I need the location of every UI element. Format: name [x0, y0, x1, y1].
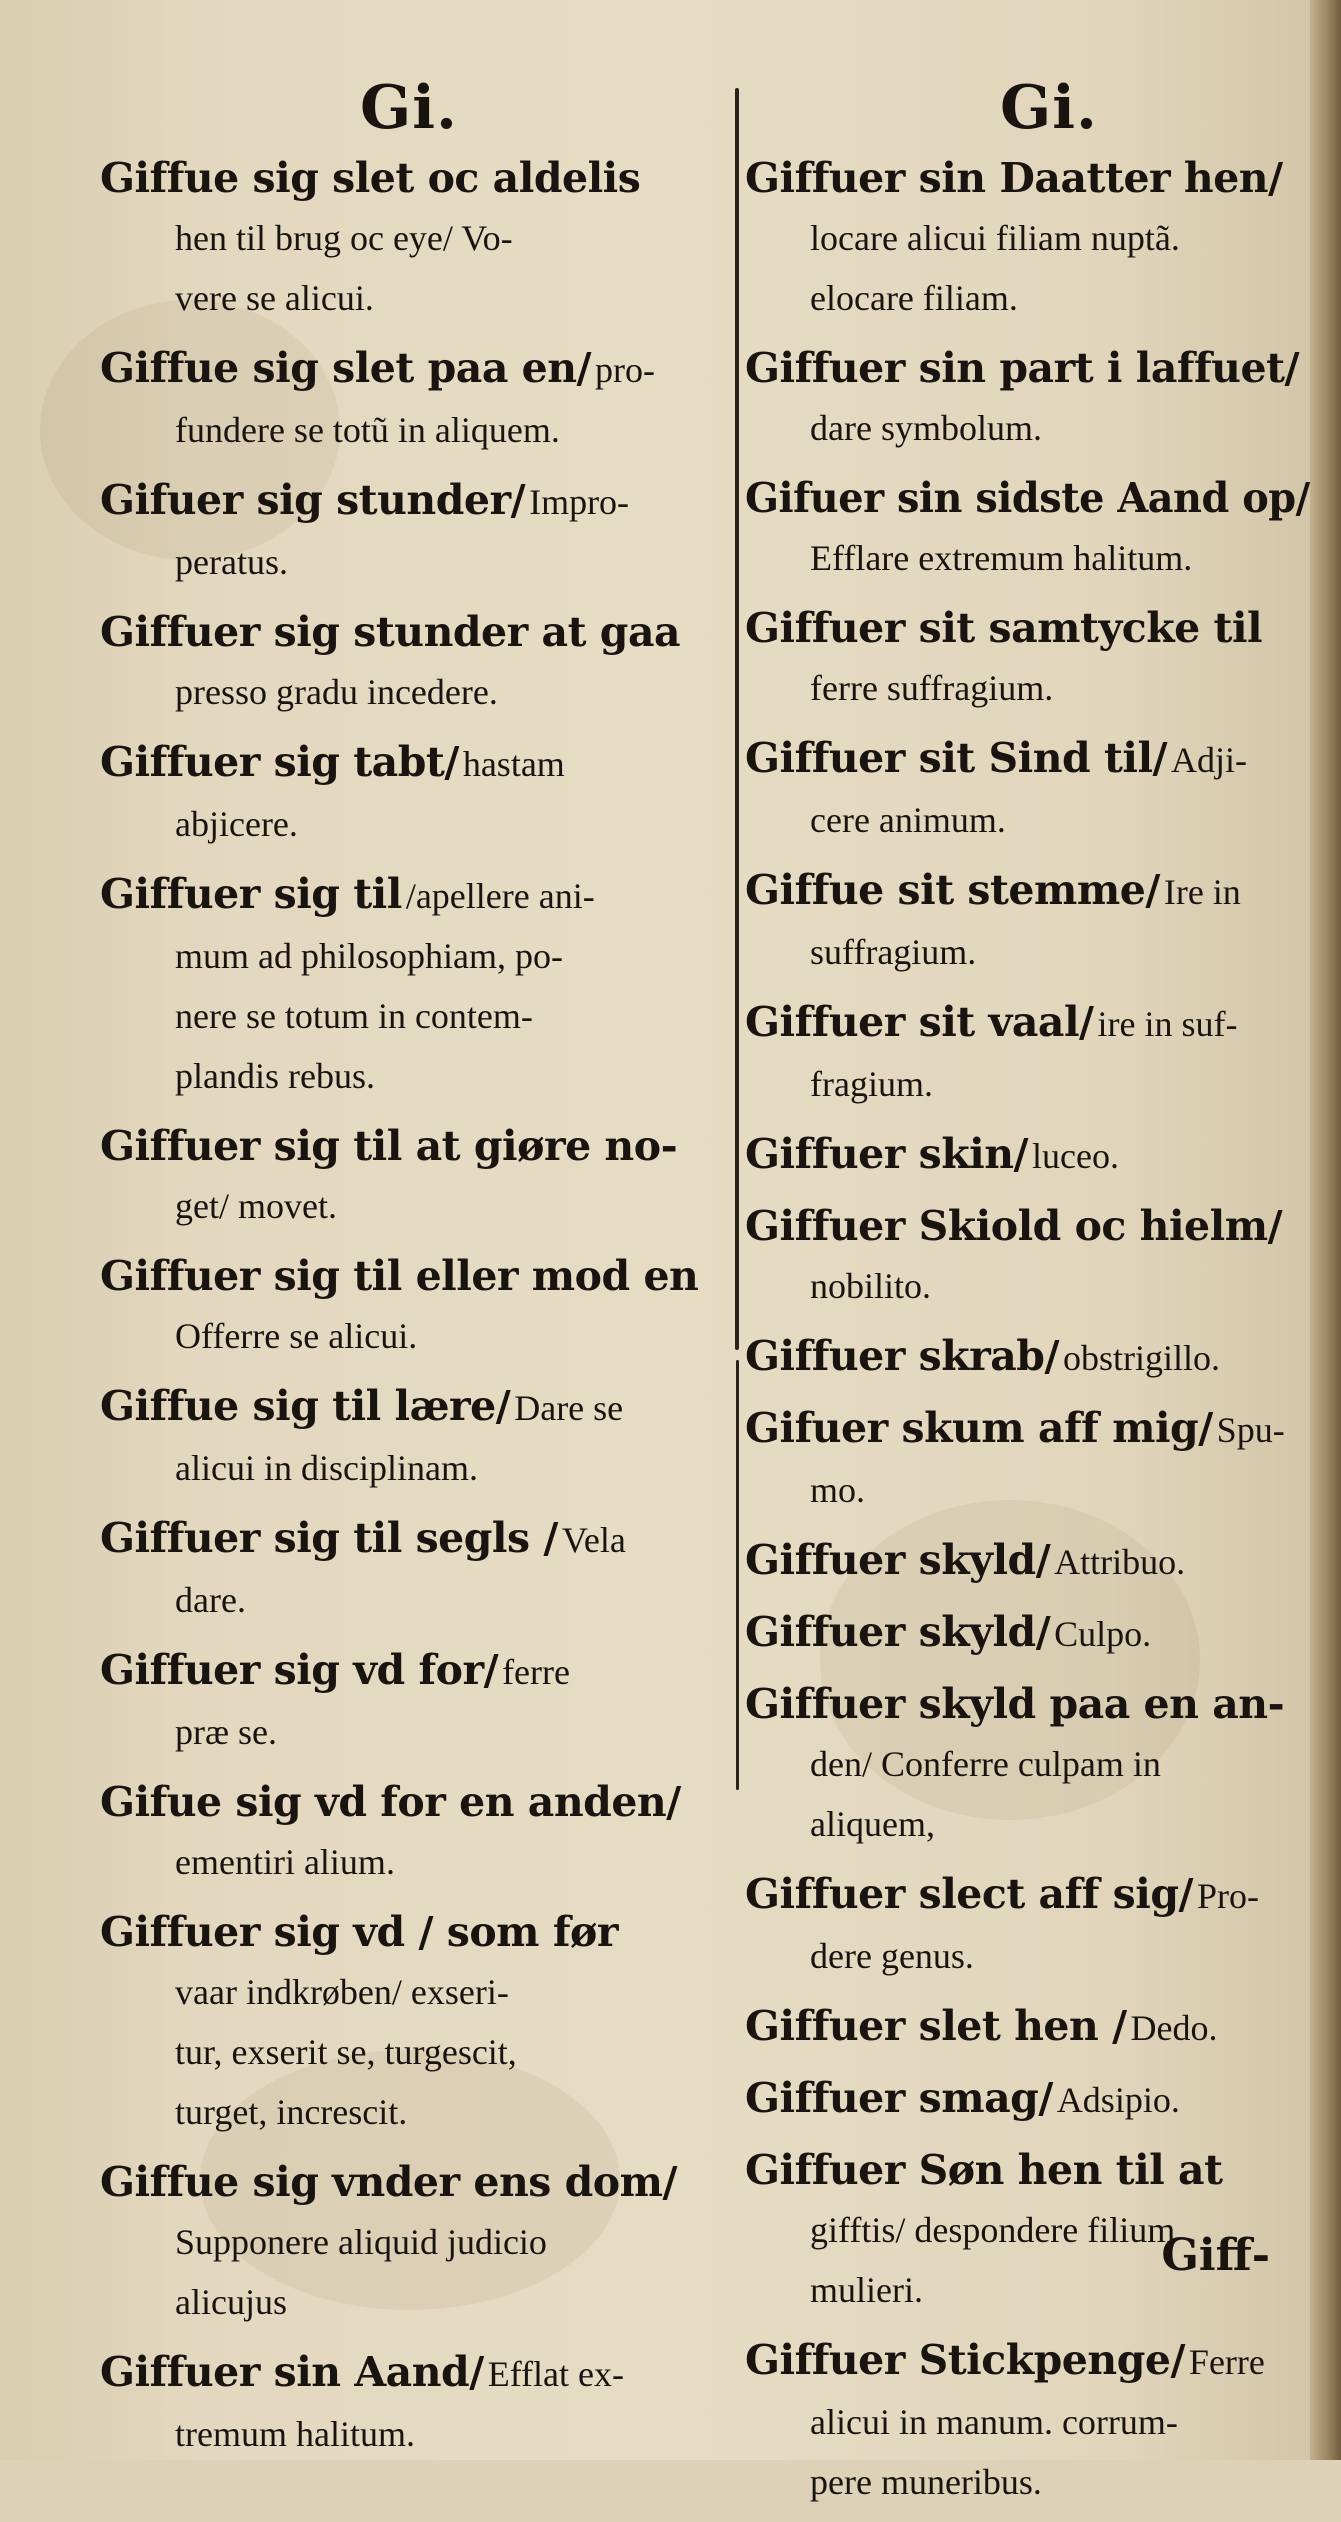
- entry-first-line: [745, 598, 1310, 658]
- entry-first-line: [745, 1124, 1310, 1186]
- entry-headword: Giffuer smag/: [745, 2074, 1053, 2122]
- entry-continuation-line: hen til brug oc eye/ Vo-: [175, 218, 513, 258]
- entry-first-line: [745, 1326, 1310, 1388]
- entry-continuation-line: suffragium.: [810, 932, 977, 972]
- entry-first-line: [745, 2140, 1310, 2200]
- dictionary-entry: [745, 598, 1310, 718]
- entry-headword: Giffuer sig til eller mod en: [100, 1252, 699, 1300]
- entry-headword: Gifuer sig stunder/: [100, 476, 526, 524]
- entry-continuation-line: dere genus.: [810, 1936, 974, 1976]
- entry-gloss: Spu-: [1216, 1410, 1285, 1450]
- entry-gloss: hastam: [462, 744, 565, 784]
- running-header-left: Gi.: [360, 73, 458, 143]
- entry-gloss: ire in suf-: [1097, 1004, 1238, 1044]
- dictionary-entry: [100, 148, 720, 328]
- entry-first-line: [745, 1864, 1310, 1926]
- entry-headword: Giffue sig slet paa en/: [100, 344, 592, 392]
- entry-first-line: [745, 728, 1310, 790]
- entry-gloss: Ferre: [1188, 2342, 1265, 2382]
- dictionary-entry: [100, 1246, 720, 1366]
- entry-first-line: [745, 2068, 1310, 2130]
- entry-headword: Giffuer sin Daatter hen/: [745, 154, 1283, 202]
- entry-headword: Giffuer skrab/: [745, 1332, 1059, 1380]
- entry-headword: Giffuer sig tabt/: [100, 738, 459, 786]
- entry-continuation-line: pere muneribus.: [810, 2462, 1042, 2502]
- entry-gloss: Vela: [561, 1520, 626, 1560]
- entry-headword: Giffuer sig til segls /: [100, 1514, 558, 1562]
- entry-headword: Giffue sig slet oc aldelis: [100, 154, 641, 202]
- entry-gloss: Adsipio.: [1056, 2080, 1180, 2120]
- dictionary-entry: [100, 1772, 720, 1892]
- entry-gloss: luceo.: [1031, 1136, 1119, 1176]
- entry-gloss: /apellere ani-: [405, 876, 595, 916]
- entry-continuation-line: abjicere.: [175, 804, 298, 844]
- left-column: [100, 148, 720, 2474]
- entry-headword: Giffuer sig til at giøre no-: [100, 1122, 678, 1170]
- entry-headword: Giffuer sin Aand/: [100, 2348, 484, 2396]
- dictionary-entry: [100, 602, 720, 722]
- entry-first-line: [100, 602, 720, 662]
- dictionary-entry: [745, 1996, 1310, 2058]
- dictionary-entry: [100, 1640, 720, 1762]
- entry-gloss: Adji-: [1171, 740, 1248, 780]
- entry-continuation-line: locare alicui filiam nuptã.: [810, 218, 1180, 258]
- entry-gloss: Pro-: [1196, 1876, 1259, 1916]
- entry-continuation-line: gifftis/ despondere filium: [810, 2210, 1176, 2250]
- entry-first-line: [100, 1902, 720, 1962]
- dictionary-entry: [100, 1508, 720, 1630]
- entry-headword: Giffuer slet hen /: [745, 2002, 1127, 2050]
- entry-first-line: [100, 2342, 720, 2404]
- dictionary-entry: [745, 1530, 1310, 1592]
- dictionary-entry: [745, 468, 1310, 588]
- catchword: Giff-: [1161, 2230, 1270, 2281]
- entry-continuation-line: præ se.: [175, 1712, 277, 1752]
- entry-continuation-line: dare.: [175, 1580, 246, 1620]
- dictionary-entry: [745, 1398, 1310, 1520]
- entry-gloss: Efflat ex-: [487, 2354, 624, 2394]
- entry-continuation-line: dare symbolum.: [810, 408, 1042, 448]
- entry-headword: Giffuer slect aff sig/: [745, 1870, 1193, 1918]
- entry-headword: Giffue sit stemme/: [745, 866, 1160, 914]
- dictionary-entry: [100, 1116, 720, 1236]
- entry-first-line: [745, 1674, 1310, 1734]
- entry-first-line: [100, 1772, 720, 1832]
- dictionary-entry: [745, 148, 1310, 328]
- entry-headword: Giffuer Søn hen til at: [745, 2146, 1223, 2194]
- entry-first-line: [745, 1602, 1310, 1664]
- dictionary-entry: [745, 2330, 1310, 2512]
- entry-first-line: [100, 1116, 720, 1176]
- entry-first-line: [100, 148, 720, 208]
- dictionary-entry: [100, 1902, 720, 2142]
- entry-headword: Giffuer skyld paa en an-: [745, 1680, 1285, 1728]
- entry-headword: Giffue sig til lære/: [100, 1382, 511, 1430]
- dictionary-entry: [745, 1602, 1310, 1664]
- entry-continuation-line: get/ movet.: [175, 1186, 337, 1226]
- dictionary-entry: [745, 1196, 1310, 1316]
- entry-gloss: Dare se: [514, 1388, 624, 1428]
- entry-continuation-line: mulieri.: [810, 2270, 923, 2310]
- dictionary-entry: [745, 1864, 1310, 1986]
- dictionary-entry: [745, 338, 1310, 458]
- entry-first-line: [745, 992, 1310, 1054]
- entry-first-line: [745, 338, 1310, 398]
- entry-first-line: [100, 732, 720, 794]
- entry-headword: Gifuer skum aff mig/: [745, 1404, 1213, 1452]
- entry-continuation-line: fragium.: [810, 1064, 933, 1104]
- entry-headword: Giffuer sig til: [100, 870, 402, 918]
- entry-continuation-line: alicui in manum. corrum-: [810, 2402, 1178, 2442]
- entry-headword: Giffuer sig vd / som før: [100, 1908, 618, 1956]
- dictionary-entry: [745, 1674, 1310, 1854]
- entry-continuation-line: vaar indkrøben/ exseri-: [175, 1972, 509, 2012]
- entry-gloss: pro-: [595, 350, 656, 390]
- dictionary-entry: [100, 2152, 720, 2332]
- entry-continuation-line: plandis rebus.: [175, 1056, 375, 1096]
- entry-continuation-line: cere animum.: [810, 800, 1006, 840]
- entry-continuation-line: Efflare extremum halitum.: [810, 538, 1193, 578]
- entry-headword: Giffuer skyld/: [745, 1536, 1051, 1584]
- entry-continuation-line: nobilito.: [810, 1266, 932, 1306]
- entry-headword: Giffuer Skiold oc hielm/: [745, 1202, 1283, 1250]
- dictionary-entry: [100, 470, 720, 592]
- entry-continuation-line: aliquem,: [810, 1804, 935, 1844]
- entry-headword: Gifue sig vd for en anden/: [100, 1778, 681, 1826]
- dictionary-entry: [745, 860, 1310, 982]
- entry-gloss: ferre: [502, 1652, 570, 1692]
- entry-continuation-line: elocare filiam.: [810, 278, 1018, 318]
- entry-first-line: [745, 1996, 1310, 2058]
- column-rule-lower: [736, 1360, 739, 1790]
- entry-continuation-line: den/ Conferre culpam in: [810, 1744, 1161, 1784]
- entry-first-line: [745, 1530, 1310, 1592]
- entry-continuation-line: mum ad philosophiam, po-: [175, 936, 563, 976]
- entry-continuation-line: tur, exserit se, turgescit,: [175, 2032, 517, 2072]
- entry-continuation-line: Offerre se alicui.: [175, 1316, 418, 1356]
- entry-gloss: Dedo.: [1130, 2008, 1218, 2048]
- entry-first-line: [100, 1246, 720, 1306]
- entry-continuation-line: mo.: [810, 1470, 866, 1510]
- entry-first-line: [100, 1640, 720, 1702]
- dictionary-entry: [745, 1124, 1310, 1186]
- entry-continuation-line: Supponere aliquid judicio: [175, 2222, 547, 2262]
- entry-first-line: [745, 1196, 1310, 1256]
- entry-first-line: [100, 864, 720, 926]
- entry-headword: Giffuer sin part i laffuet/: [745, 344, 1299, 392]
- entry-headword: Giffuer skin/: [745, 1130, 1028, 1178]
- entry-continuation-line: alicui in disciplinam.: [175, 1448, 478, 1488]
- entry-headword: Giffue sig vnder ens dom/: [100, 2158, 678, 2206]
- entry-headword: Gifuer sin sidste Aand op/: [745, 474, 1310, 522]
- dictionary-entry: [745, 992, 1310, 1114]
- entry-continuation-line: nere se totum in contem-: [175, 996, 533, 1036]
- entry-gloss: obstrigillo.: [1062, 1338, 1220, 1378]
- entry-headword: Giffuer sit Sind til/: [745, 734, 1168, 782]
- dictionary-entry: [745, 2068, 1310, 2130]
- entry-continuation-line: ferre suffragium.: [810, 668, 1054, 708]
- entry-continuation-line: peratus.: [175, 542, 288, 582]
- entry-first-line: [745, 148, 1310, 208]
- entry-continuation-line: fundere se totũ in aliquem.: [175, 410, 560, 450]
- dictionary-entry: [100, 2342, 720, 2464]
- entry-headword: Giffuer sit samtycke til: [745, 604, 1263, 652]
- entry-continuation-line: presso gradu incedere.: [175, 672, 498, 712]
- entry-first-line: [745, 2330, 1310, 2392]
- entry-continuation-line: vere se alicui.: [175, 278, 374, 318]
- entry-continuation-line: alicujus: [175, 2282, 287, 2322]
- book-spine-edge: [1310, 0, 1341, 2460]
- dictionary-entry: [745, 1326, 1310, 1388]
- right-column: [745, 148, 1310, 2522]
- entry-first-line: [745, 1398, 1310, 1460]
- entry-first-line: [745, 860, 1310, 922]
- column-rule: [735, 88, 739, 1350]
- entry-gloss: Culpo.: [1054, 1614, 1152, 1654]
- entry-continuation-line: tremum halitum.: [175, 2414, 415, 2454]
- entry-first-line: [100, 338, 720, 400]
- entry-continuation-line: turget, increscit.: [175, 2092, 408, 2132]
- dictionary-entry: [745, 728, 1310, 850]
- entry-headword: Giffuer sit vaal/: [745, 998, 1094, 1046]
- running-header-right: Gi.: [1000, 73, 1098, 143]
- entry-continuation-line: ementiri alium.: [175, 1842, 395, 1882]
- entry-first-line: [100, 2152, 720, 2212]
- entry-headword: Giffuer Stickpenge/: [745, 2336, 1185, 2384]
- entry-gloss: Impro-: [529, 482, 630, 522]
- entry-headword: Giffuer sig stunder at gaa: [100, 608, 681, 656]
- dictionary-entry: [100, 864, 720, 1106]
- entry-headword: Giffuer skyld/: [745, 1608, 1051, 1656]
- dictionary-entry: [100, 732, 720, 854]
- entry-first-line: [100, 1376, 720, 1438]
- entry-gloss: Ire in: [1163, 872, 1241, 912]
- entry-first-line: [100, 470, 720, 532]
- entry-first-line: [745, 468, 1310, 528]
- dictionary-entry: [100, 338, 720, 460]
- entry-first-line: [100, 1508, 720, 1570]
- entry-gloss: Attribuo.: [1054, 1542, 1186, 1582]
- dictionary-entry: [100, 1376, 720, 1498]
- entry-headword: Giffuer sig vd for/: [100, 1646, 499, 1694]
